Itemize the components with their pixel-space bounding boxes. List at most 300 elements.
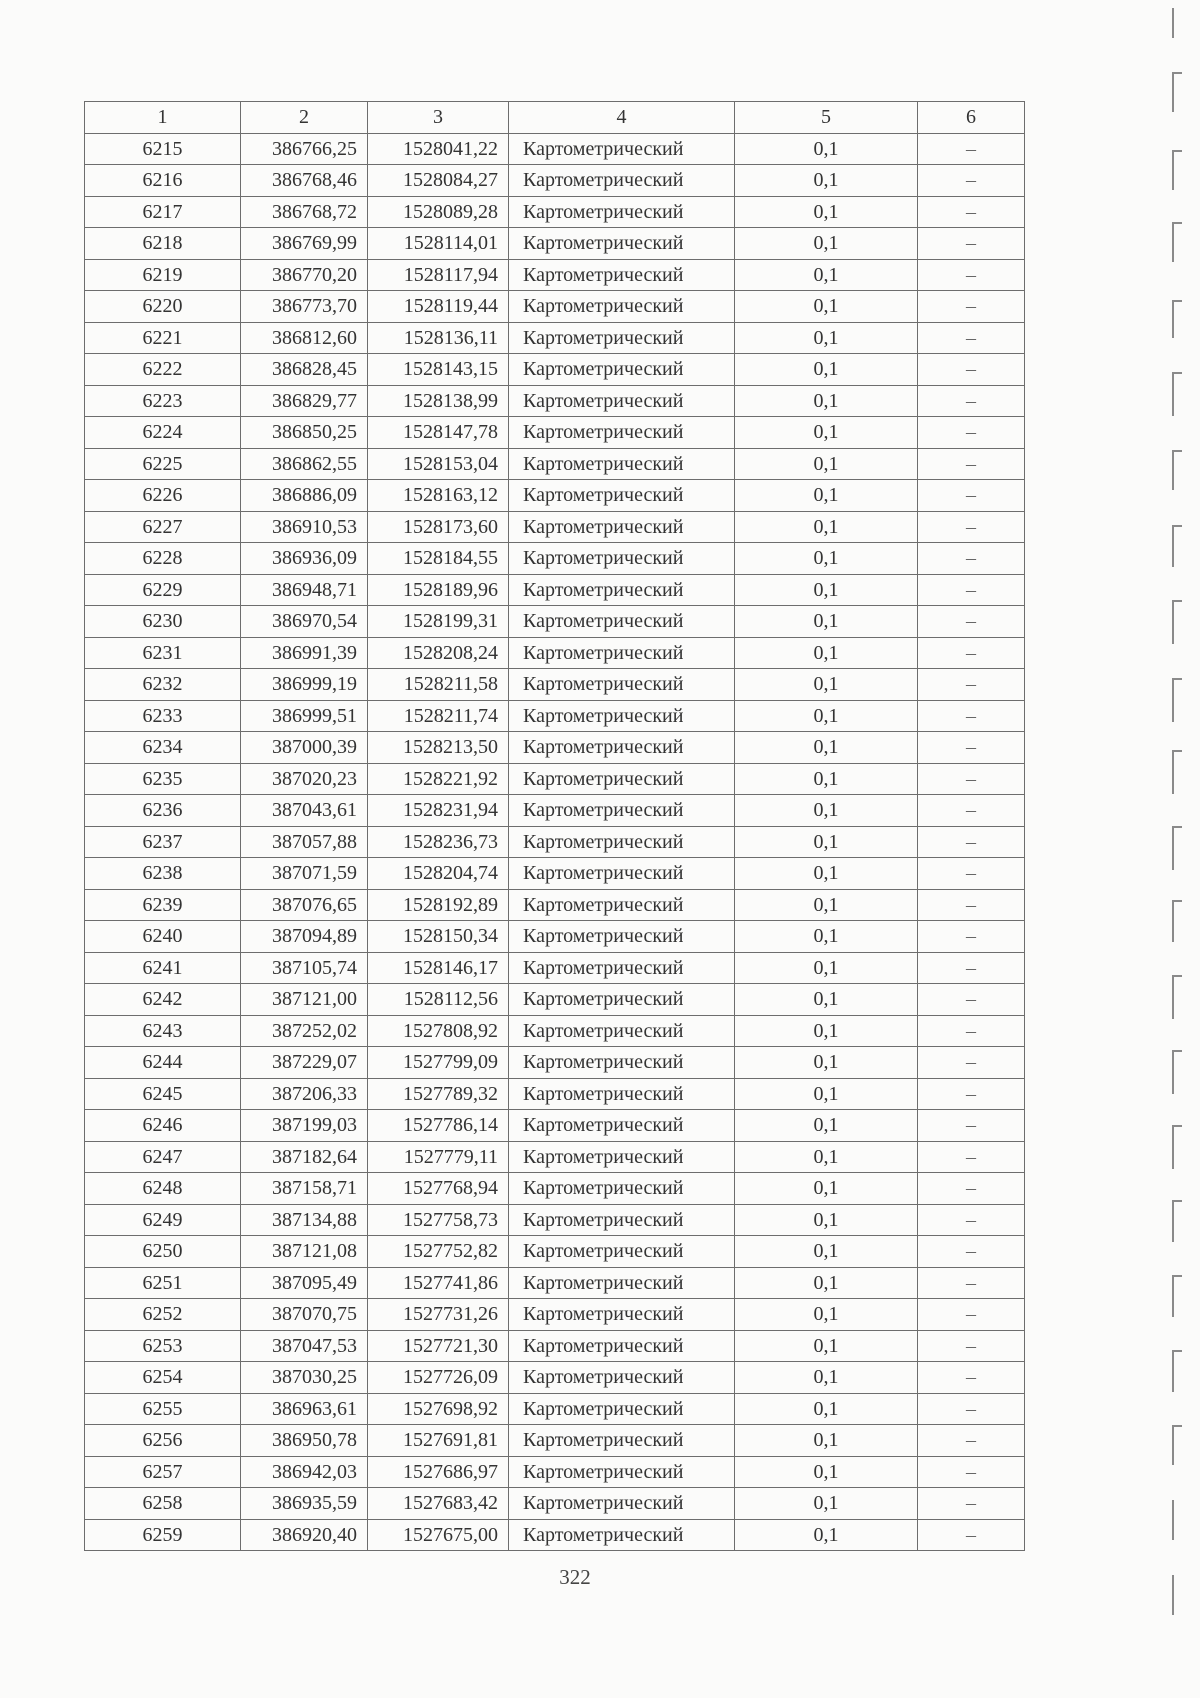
y-coordinate-cell: 1527698,92 [368, 1393, 509, 1425]
y-coordinate-cell: 1528236,73 [368, 826, 509, 858]
point-number-cell: 6251 [85, 1267, 241, 1299]
note-cell: – [918, 354, 1025, 386]
note-cell: – [918, 543, 1025, 575]
table-row [85, 574, 1025, 606]
y-coordinate-cell: 1528147,78 [368, 417, 509, 449]
scan-mark [1172, 1050, 1174, 1094]
x-coordinate-cell: 386963,61 [241, 1393, 368, 1425]
table-header-row [85, 102, 1025, 134]
table-row [85, 826, 1025, 858]
note-cell: – [918, 858, 1025, 890]
note-cell: – [918, 826, 1025, 858]
note-cell: – [918, 1425, 1025, 1457]
note-cell: – [918, 228, 1025, 260]
x-coordinate-cell: 387199,03 [241, 1110, 368, 1142]
method-cell: Картометрический [509, 196, 735, 228]
point-number-cell: 6249 [85, 1204, 241, 1236]
scan-mark [1172, 372, 1182, 374]
accuracy-cell: 0,1 [735, 291, 918, 323]
method-cell: Картометрический [509, 858, 735, 890]
note-cell: – [918, 952, 1025, 984]
point-number-cell: 6257 [85, 1456, 241, 1488]
table-row [85, 952, 1025, 984]
method-cell: Картометрический [509, 322, 735, 354]
scan-mark [1172, 1425, 1174, 1465]
x-coordinate-cell: 387000,39 [241, 732, 368, 764]
table-row [85, 795, 1025, 827]
table-row [85, 133, 1025, 165]
x-coordinate-cell: 386950,78 [241, 1425, 368, 1457]
y-coordinate-cell: 1528204,74 [368, 858, 509, 890]
method-cell: Картометрический [509, 1267, 735, 1299]
scan-mark [1172, 72, 1174, 112]
y-coordinate-cell: 1528143,15 [368, 354, 509, 386]
table-row [85, 322, 1025, 354]
y-coordinate-cell: 1527808,92 [368, 1015, 509, 1047]
point-number-cell: 6229 [85, 574, 241, 606]
note-cell: – [918, 732, 1025, 764]
y-coordinate-cell: 1527683,42 [368, 1488, 509, 1520]
point-number-cell: 6241 [85, 952, 241, 984]
note-cell: – [918, 511, 1025, 543]
accuracy-cell: 0,1 [735, 165, 918, 197]
note-cell: – [918, 1299, 1025, 1331]
column-header: 5 [735, 102, 918, 134]
method-cell: Картометрический [509, 165, 735, 197]
scan-mark [1172, 975, 1182, 977]
accuracy-cell: 0,1 [735, 354, 918, 386]
method-cell: Картометрический [509, 1330, 735, 1362]
point-number-cell: 6215 [85, 133, 241, 165]
x-coordinate-cell: 386948,71 [241, 574, 368, 606]
table-row [85, 1456, 1025, 1488]
column-header: 4 [509, 102, 735, 134]
point-number-cell: 6219 [85, 259, 241, 291]
note-cell: – [918, 1456, 1025, 1488]
method-cell: Картометрический [509, 1047, 735, 1079]
accuracy-cell: 0,1 [735, 606, 918, 638]
table-row [85, 1425, 1025, 1457]
accuracy-cell: 0,1 [735, 574, 918, 606]
y-coordinate-cell: 1528173,60 [368, 511, 509, 543]
method-cell: Картометрический [509, 259, 735, 291]
note-cell: – [918, 1173, 1025, 1205]
scan-mark [1172, 150, 1182, 152]
scan-mark [1172, 678, 1174, 722]
table-row [85, 889, 1025, 921]
y-coordinate-cell: 1528211,58 [368, 669, 509, 701]
note-cell: – [918, 921, 1025, 953]
accuracy-cell: 0,1 [735, 228, 918, 260]
method-cell: Картометрический [509, 574, 735, 606]
method-cell: Картометрический [509, 952, 735, 984]
point-number-cell: 6238 [85, 858, 241, 890]
accuracy-cell: 0,1 [735, 889, 918, 921]
x-coordinate-cell: 386812,60 [241, 322, 368, 354]
note-cell: – [918, 1519, 1025, 1551]
y-coordinate-cell: 1528150,34 [368, 921, 509, 953]
y-coordinate-cell: 1528189,96 [368, 574, 509, 606]
note-cell: – [918, 1047, 1025, 1079]
x-coordinate-cell: 386936,09 [241, 543, 368, 575]
note-cell: – [918, 1204, 1025, 1236]
table-row [85, 543, 1025, 575]
table-row [85, 165, 1025, 197]
method-cell: Картометрический [509, 700, 735, 732]
table-row [85, 1267, 1025, 1299]
accuracy-cell: 0,1 [735, 417, 918, 449]
point-number-cell: 6227 [85, 511, 241, 543]
point-number-cell: 6244 [85, 1047, 241, 1079]
note-cell: – [918, 1015, 1025, 1047]
point-number-cell: 6253 [85, 1330, 241, 1362]
x-coordinate-cell: 387121,08 [241, 1236, 368, 1268]
note-cell: – [918, 637, 1025, 669]
point-number-cell: 6255 [85, 1393, 241, 1425]
y-coordinate-cell: 1528213,50 [368, 732, 509, 764]
table-row [85, 1173, 1025, 1205]
accuracy-cell: 0,1 [735, 543, 918, 575]
accuracy-cell: 0,1 [735, 1141, 918, 1173]
point-number-cell: 6232 [85, 669, 241, 701]
table-row [85, 1047, 1025, 1079]
scan-mark [1172, 1275, 1182, 1277]
scan-mark [1172, 222, 1182, 224]
x-coordinate-cell: 386920,40 [241, 1519, 368, 1551]
y-coordinate-cell: 1528089,28 [368, 196, 509, 228]
y-coordinate-cell: 1528146,17 [368, 952, 509, 984]
note-cell: – [918, 322, 1025, 354]
table-row [85, 763, 1025, 795]
point-number-cell: 6240 [85, 921, 241, 953]
table-row [85, 1299, 1025, 1331]
scan-mark [1172, 600, 1174, 644]
x-coordinate-cell: 387047,53 [241, 1330, 368, 1362]
point-number-cell: 6250 [85, 1236, 241, 1268]
scan-mark [1172, 222, 1174, 262]
note-cell: – [918, 700, 1025, 732]
accuracy-cell: 0,1 [735, 133, 918, 165]
table-row [85, 511, 1025, 543]
scan-mark [1172, 975, 1174, 1019]
x-coordinate-cell: 387094,89 [241, 921, 368, 953]
y-coordinate-cell: 1528192,89 [368, 889, 509, 921]
scan-mark [1172, 300, 1182, 302]
accuracy-cell: 0,1 [735, 1267, 918, 1299]
method-cell: Картометрический [509, 984, 735, 1016]
x-coordinate-cell: 386991,39 [241, 637, 368, 669]
point-number-cell: 6226 [85, 480, 241, 512]
note-cell: – [918, 1078, 1025, 1110]
method-cell: Картометрический [509, 228, 735, 260]
accuracy-cell: 0,1 [735, 763, 918, 795]
table-row [85, 1236, 1025, 1268]
table-row [85, 732, 1025, 764]
point-number-cell: 6246 [85, 1110, 241, 1142]
x-coordinate-cell: 386970,54 [241, 606, 368, 638]
method-cell: Картометрический [509, 1393, 735, 1425]
x-coordinate-cell: 386828,45 [241, 354, 368, 386]
table-row [85, 1488, 1025, 1520]
method-cell: Картометрический [509, 1488, 735, 1520]
x-coordinate-cell: 386942,03 [241, 1456, 368, 1488]
method-cell: Картометрический [509, 826, 735, 858]
accuracy-cell: 0,1 [735, 1299, 918, 1331]
method-cell: Картометрический [509, 133, 735, 165]
point-number-cell: 6254 [85, 1362, 241, 1394]
x-coordinate-cell: 386999,19 [241, 669, 368, 701]
method-cell: Картометрический [509, 669, 735, 701]
note-cell: – [918, 1141, 1025, 1173]
accuracy-cell: 0,1 [735, 1236, 918, 1268]
table-row [85, 1141, 1025, 1173]
y-coordinate-cell: 1528117,94 [368, 259, 509, 291]
point-number-cell: 6217 [85, 196, 241, 228]
x-coordinate-cell: 386862,55 [241, 448, 368, 480]
x-coordinate-cell: 386770,20 [241, 259, 368, 291]
accuracy-cell: 0,1 [735, 322, 918, 354]
method-cell: Картометрический [509, 1141, 735, 1173]
scan-mark [1172, 450, 1174, 490]
table-row [85, 1015, 1025, 1047]
x-coordinate-cell: 387105,74 [241, 952, 368, 984]
column-header: 1 [85, 102, 241, 134]
method-cell: Картометрический [509, 291, 735, 323]
x-coordinate-cell: 386935,59 [241, 1488, 368, 1520]
y-coordinate-cell: 1527691,81 [368, 1425, 509, 1457]
column-header: 2 [241, 102, 368, 134]
point-number-cell: 6218 [85, 228, 241, 260]
x-coordinate-cell: 387057,88 [241, 826, 368, 858]
accuracy-cell: 0,1 [735, 196, 918, 228]
x-coordinate-cell: 386773,70 [241, 291, 368, 323]
y-coordinate-cell: 1527799,09 [368, 1047, 509, 1079]
x-coordinate-cell: 387095,49 [241, 1267, 368, 1299]
table-row [85, 385, 1025, 417]
note-cell: – [918, 1267, 1025, 1299]
accuracy-cell: 0,1 [735, 669, 918, 701]
table-row [85, 669, 1025, 701]
method-cell: Картометрический [509, 606, 735, 638]
method-cell: Картометрический [509, 385, 735, 417]
y-coordinate-cell: 1527789,32 [368, 1078, 509, 1110]
accuracy-cell: 0,1 [735, 480, 918, 512]
accuracy-cell: 0,1 [735, 952, 918, 984]
y-coordinate-cell: 1527779,11 [368, 1141, 509, 1173]
method-cell: Картометрический [509, 921, 735, 953]
x-coordinate-cell: 387071,59 [241, 858, 368, 890]
scan-mark [1172, 900, 1182, 902]
method-cell: Картометрический [509, 1362, 735, 1394]
accuracy-cell: 0,1 [735, 1110, 918, 1142]
point-number-cell: 6259 [85, 1519, 241, 1551]
scan-mark [1172, 1350, 1174, 1392]
table-row [85, 921, 1025, 953]
table-row [85, 606, 1025, 638]
method-cell: Картометрический [509, 763, 735, 795]
method-cell: Картометрический [509, 637, 735, 669]
method-cell: Картометрический [509, 1299, 735, 1331]
note-cell: – [918, 669, 1025, 701]
y-coordinate-cell: 1527786,14 [368, 1110, 509, 1142]
accuracy-cell: 0,1 [735, 921, 918, 953]
scan-mark [1172, 8, 1174, 38]
y-coordinate-cell: 1528112,56 [368, 984, 509, 1016]
note-cell: – [918, 984, 1025, 1016]
y-coordinate-cell: 1528138,99 [368, 385, 509, 417]
accuracy-cell: 0,1 [735, 1047, 918, 1079]
table-row [85, 700, 1025, 732]
table-row [85, 228, 1025, 260]
table-row [85, 1078, 1025, 1110]
note-cell: – [918, 1236, 1025, 1268]
scan-mark [1172, 826, 1182, 828]
y-coordinate-cell: 1527721,30 [368, 1330, 509, 1362]
point-number-cell: 6228 [85, 543, 241, 575]
accuracy-cell: 0,1 [735, 511, 918, 543]
method-cell: Картометрический [509, 448, 735, 480]
method-cell: Картометрический [509, 1173, 735, 1205]
x-coordinate-cell: 387070,75 [241, 1299, 368, 1331]
note-cell: – [918, 259, 1025, 291]
note-cell: – [918, 763, 1025, 795]
point-number-cell: 6234 [85, 732, 241, 764]
note-cell: – [918, 606, 1025, 638]
point-number-cell: 6216 [85, 165, 241, 197]
point-number-cell: 6233 [85, 700, 241, 732]
x-coordinate-cell: 386886,09 [241, 480, 368, 512]
x-coordinate-cell: 386850,25 [241, 417, 368, 449]
accuracy-cell: 0,1 [735, 858, 918, 890]
point-number-cell: 6258 [85, 1488, 241, 1520]
method-cell: Картометрический [509, 1078, 735, 1110]
method-cell: Картометрический [509, 1425, 735, 1457]
note-cell: – [918, 196, 1025, 228]
x-coordinate-cell: 387182,64 [241, 1141, 368, 1173]
y-coordinate-cell: 1528184,55 [368, 543, 509, 575]
table-row [85, 354, 1025, 386]
accuracy-cell: 0,1 [735, 1488, 918, 1520]
x-coordinate-cell: 387076,65 [241, 889, 368, 921]
point-number-cell: 6256 [85, 1425, 241, 1457]
point-number-cell: 6225 [85, 448, 241, 480]
scan-mark [1172, 1125, 1182, 1127]
table-row [85, 1204, 1025, 1236]
scan-mark [1172, 1575, 1174, 1615]
method-cell: Картометрический [509, 354, 735, 386]
point-number-cell: 6231 [85, 637, 241, 669]
scan-mark [1172, 1275, 1174, 1317]
scan-mark [1172, 678, 1182, 680]
y-coordinate-cell: 1528208,24 [368, 637, 509, 669]
x-coordinate-cell: 387229,07 [241, 1047, 368, 1079]
scan-mark [1172, 750, 1182, 752]
scan-mark [1172, 1200, 1182, 1202]
accuracy-cell: 0,1 [735, 259, 918, 291]
y-coordinate-cell: 1527768,94 [368, 1173, 509, 1205]
y-coordinate-cell: 1528199,31 [368, 606, 509, 638]
accuracy-cell: 0,1 [735, 795, 918, 827]
note-cell: – [918, 1330, 1025, 1362]
scan-mark [1172, 750, 1174, 794]
y-coordinate-cell: 1527758,73 [368, 1204, 509, 1236]
y-coordinate-cell: 1527726,09 [368, 1362, 509, 1394]
point-number-cell: 6235 [85, 763, 241, 795]
point-number-cell: 6237 [85, 826, 241, 858]
note-cell: – [918, 1393, 1025, 1425]
method-cell: Картометрический [509, 1204, 735, 1236]
note-cell: – [918, 795, 1025, 827]
y-coordinate-cell: 1527731,26 [368, 1299, 509, 1331]
x-coordinate-cell: 386766,25 [241, 133, 368, 165]
accuracy-cell: 0,1 [735, 1330, 918, 1362]
table-row [85, 196, 1025, 228]
y-coordinate-cell: 1528114,01 [368, 228, 509, 260]
method-cell: Картометрический [509, 1236, 735, 1268]
scan-mark [1172, 372, 1174, 416]
table-row [85, 1519, 1025, 1551]
x-coordinate-cell: 387121,00 [241, 984, 368, 1016]
accuracy-cell: 0,1 [735, 984, 918, 1016]
point-number-cell: 6220 [85, 291, 241, 323]
accuracy-cell: 0,1 [735, 385, 918, 417]
table-row [85, 1110, 1025, 1142]
x-coordinate-cell: 387158,71 [241, 1173, 368, 1205]
scan-mark [1172, 600, 1182, 602]
x-coordinate-cell: 387134,88 [241, 1204, 368, 1236]
note-cell: – [918, 1362, 1025, 1394]
table-row [85, 448, 1025, 480]
accuracy-cell: 0,1 [735, 700, 918, 732]
x-coordinate-cell: 387043,61 [241, 795, 368, 827]
x-coordinate-cell: 386910,53 [241, 511, 368, 543]
method-cell: Картометрический [509, 732, 735, 764]
accuracy-cell: 0,1 [735, 826, 918, 858]
y-coordinate-cell: 1528041,22 [368, 133, 509, 165]
column-header: 6 [918, 102, 1025, 134]
table-row [85, 291, 1025, 323]
x-coordinate-cell: 387252,02 [241, 1015, 368, 1047]
x-coordinate-cell: 387030,25 [241, 1362, 368, 1394]
note-cell: – [918, 385, 1025, 417]
note-cell: – [918, 165, 1025, 197]
scan-mark [1172, 450, 1182, 452]
scan-mark [1172, 1125, 1174, 1169]
table-body [85, 133, 1025, 1551]
y-coordinate-cell: 1527675,00 [368, 1519, 509, 1551]
point-number-cell: 6247 [85, 1141, 241, 1173]
table-row [85, 1393, 1025, 1425]
accuracy-cell: 0,1 [735, 1015, 918, 1047]
x-coordinate-cell: 386768,72 [241, 196, 368, 228]
method-cell: Картометрический [509, 480, 735, 512]
scan-mark [1172, 525, 1182, 527]
accuracy-cell: 0,1 [735, 1519, 918, 1551]
point-number-cell: 6221 [85, 322, 241, 354]
accuracy-cell: 0,1 [735, 1393, 918, 1425]
point-number-cell: 6230 [85, 606, 241, 638]
table-row [85, 858, 1025, 890]
table-row [85, 259, 1025, 291]
accuracy-cell: 0,1 [735, 1173, 918, 1205]
note-cell: – [918, 291, 1025, 323]
method-cell: Картометрический [509, 543, 735, 575]
scan-mark [1172, 72, 1182, 74]
note-cell: – [918, 1488, 1025, 1520]
accuracy-cell: 0,1 [735, 448, 918, 480]
table-row [85, 1330, 1025, 1362]
point-number-cell: 6252 [85, 1299, 241, 1331]
